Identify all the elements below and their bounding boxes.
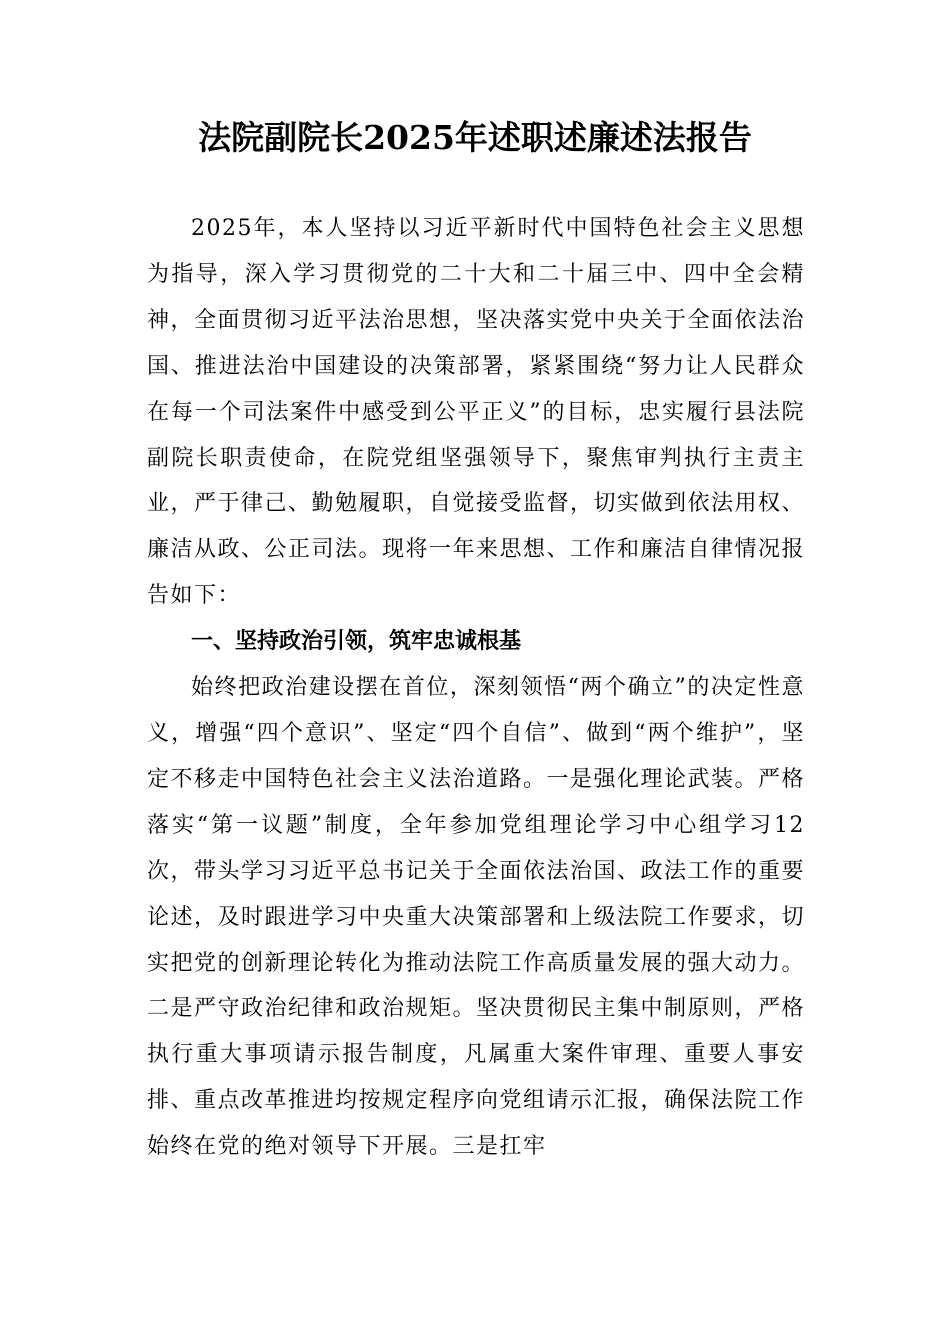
document-title: 法院副院长2025年述职述廉述法报告 xyxy=(198,118,752,157)
section-1-paragraph: 始终把政治建设摆在首位，深刻领悟“两个确立”的决定性意义，增强“四个意识”、坚定“四个自信”、做到“两个维护”，坚定不移走中国特色社会主义法治道路。一是强化理论武装。严格落实“第一议题”制度，全年参加党组理论学习中心组学习12次，带头学习习近平总书记关于全面依法治国、政法工作的重要论述，及时跟进学习中央重大决策部署和上级法院工作要求，切实把党的创新理论转化为推动法院工作高质量发展的强大动力。二是严守政治纪律和政治规矩。坚决贯彻民主集中制原则，严格执行重大事项请示报告制度，凡属重大案件审理、重要人事安排、重点改革推进均按规定程序向党组请示汇报，确保法院工作始终在党的绝对领导下开展。三是扛牢 xyxy=(147,675,806,1160)
section-heading-1: 一、坚持政治引领，筑牢忠诚根基 xyxy=(191,629,522,655)
document-body xyxy=(147,206,805,1170)
intro-paragraph: 2025年，本人坚持以习近平新时代中国特色社会主义思想为指导，深入学习贯彻党的二十大和二十届三中、四中全会精神，全面贯彻习近平法治思想，坚决落实党中央关于全面依法治国、推进法治中国建设的决策部署，紧紧围绕“努力让人民群众在每一个司法案件中感受到公平正义”的目标，忠实履行县法院副院长职责使命，在院党组坚强领导下，聚焦审判执行主责主业，严于律己、勤勉履职，自觉接受监督，切实做到依法用权、廉洁从政、公正司法。现将一年来思想、工作和廉洁自律情况报告如下： xyxy=(147,216,806,609)
